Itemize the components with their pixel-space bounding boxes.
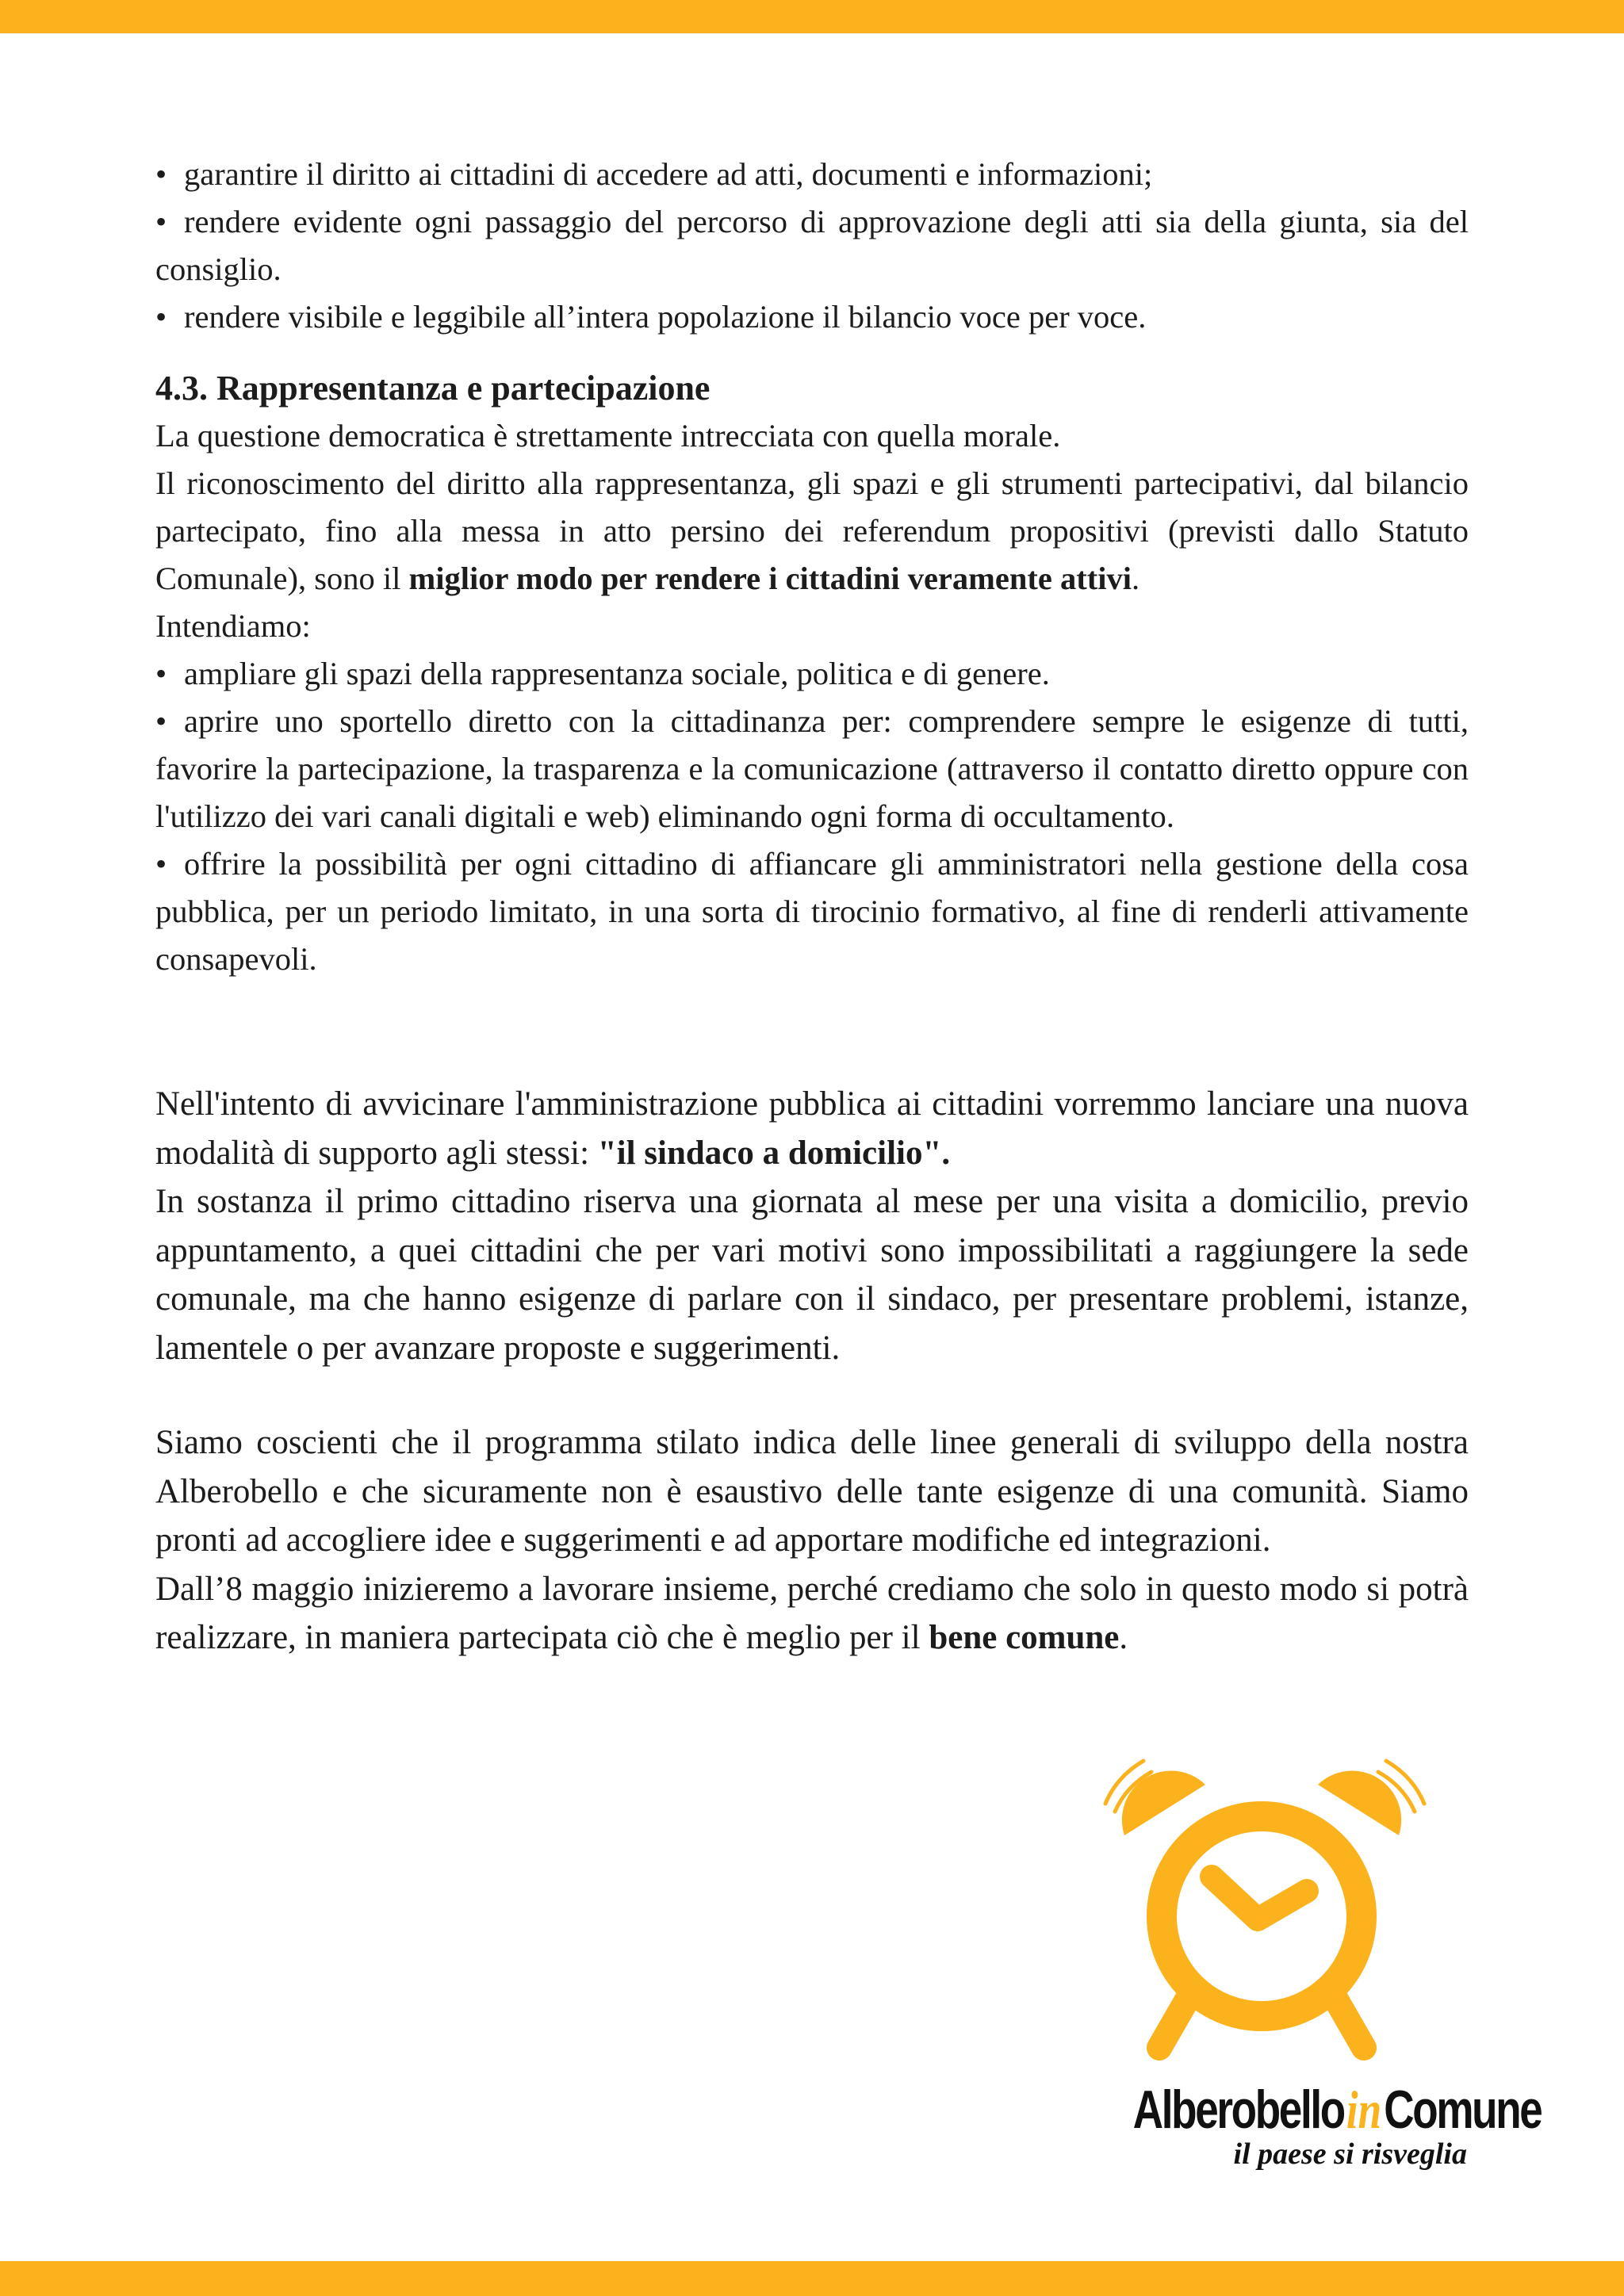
bullet-icon: • [155,656,167,691]
emphasis-text: "il sindaco a domicilio". [597,1134,951,1172]
page-content [155,151,1469,1663]
emphasis-text: bene comune [929,1619,1120,1656]
closing-paragraph: Siamo coscienti che il programma stilato indica delle linee generali di sviluppo della nostra Alberobello e che sicuramente non è esaustivo delle tante esigenze di una comunità. Siamo pronti ad accogliere idee e suggerimenti e ad apportare modifiche ed integrazioni. [155,1424,1469,1559]
bullet-icon: • [155,846,167,882]
bullet-item: • rendere evidente ogni passaggio del percorso di approvazione degli atti sia della giunta, sia del consiglio. [155,198,1469,293]
bullet-icon: • [155,156,167,192]
section-heading: 4.3. Rappresentanza e partecipazione [155,369,710,408]
bottom-accent-band [0,2261,1624,2296]
sindaco-paragraph: Nell'intento di avvicinare l'amministrazione pubblica ai cittadini vorremmo lanciare una nuova modalità di supporto agli stessi: "il sindaco a domicilio". [155,1085,1469,1172]
bullet-icon: • [155,703,167,739]
brand-tagline: il paese si risveglia [1233,2137,1467,2171]
sindaco-description: In sostanza il primo cittadino riserva una giornata al mese per una visita a domicilio, previo appuntamento, a quei cittadini che per vari motivi sono impossibilitati a raggiungere la sede comunale, ma che hanno esigenze di parlare con il sindaco, per presentare problemi, istanze, lamentele o per avanzare proposte e suggerimenti. [155,1183,1469,1367]
emphasis-text: miglior modo per rendere i cittadini veramente attivi [408,561,1132,596]
section-intro: La questione democratica è strettamente intrecciata con quella morale. [155,418,1061,453]
alarm-clock-icon [1039,1748,1483,2081]
brand-logo [1039,1748,1542,2176]
bullet-icon: • [155,204,167,239]
bullet-item: • ampliare gli spazi della rappresentanza sociale, politica e di genere. [155,650,1469,698]
top-accent-band [0,0,1624,33]
bullet-item: • offrire la possibilità per ogni cittadino di affiancare gli amministratori nella gestione della cosa pubblica, per un periodo limitato, in una sorta di tirocinio formativo, al fine di renderli attivamente consapevoli. [155,840,1469,983]
closing-paragraph-final: Dall’8 maggio inizieremo a lavorare insieme, perché crediamo che solo in questo modo si potrà realizzare, in maniera partecipata ciò che è meglio per il bene comune. [155,1570,1469,1656]
bullet-item: • rendere visibile e leggibile all’intera popolazione il bilancio voce per voce. [155,293,1469,341]
intend-label: Intendiamo: [155,608,311,644]
bullet-item: • garantire il diritto ai cittadini di accedere ad atti, documenti e informazioni; [155,151,1469,198]
bullet-item: • aprire uno sportello diretto con la cittadinanza per: comprendere sempre le esigenze di tutti, favorire la partecipazione, la trasparenza e la comunicazione (attraverso il contatto diretto oppure con l'utilizzo dei vari canali digitali e web) eliminando ogni forma di occultamento. [155,698,1469,840]
bullet-icon: • [155,299,167,335]
section-paragraph: Il riconoscimento del diritto alla rappresentanza, gli spazi e gli strumenti partecipativi, dal bilancio partecipato, fino alla messa in atto persino dei referendum propositivi (previsti dallo Statuto Comunale), sono il miglior modo per rendere i cittadini veramente attivi. [155,465,1469,596]
brand-name: AlberobelloinComune [1132,2080,1542,2140]
